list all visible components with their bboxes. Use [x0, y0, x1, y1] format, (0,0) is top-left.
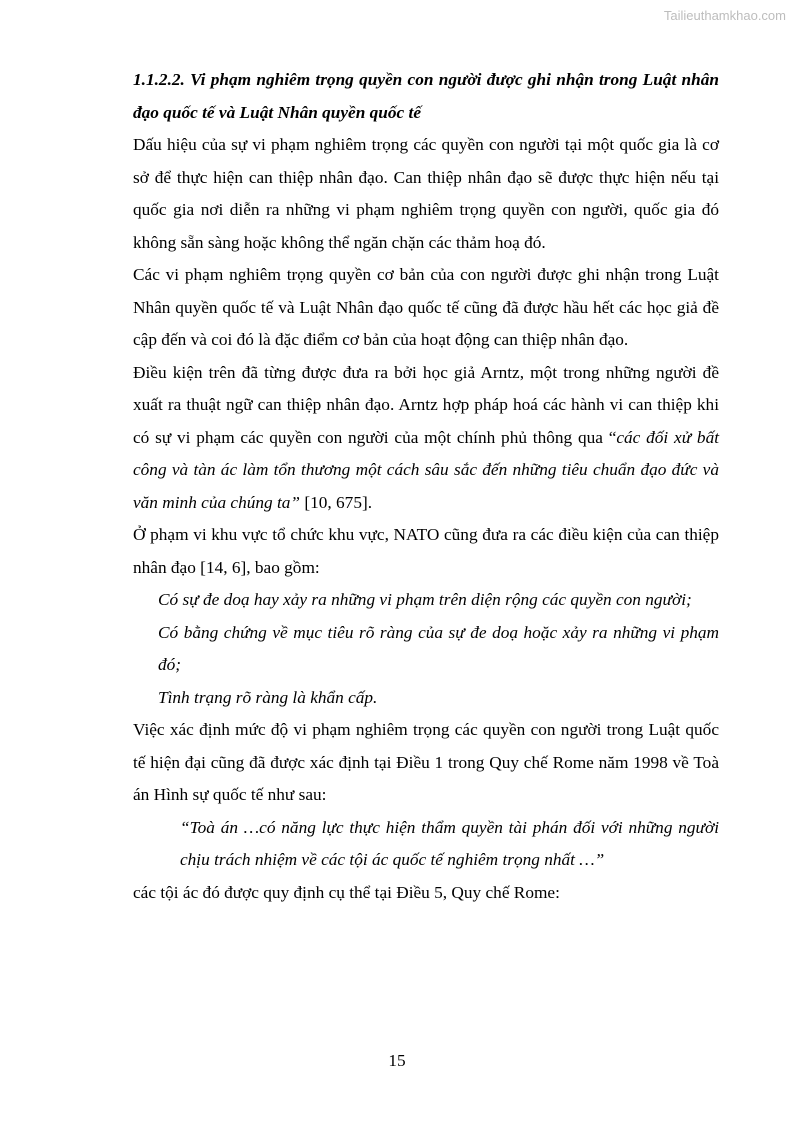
watermark-text: Tailieuthamkhao.com [663, 8, 786, 23]
rome-quote-text: “Toà án …có năng lực thực hiện thẩm quyền tài phán đối với những người chịu trách nhiệm về các tội ác quốc tế nghiêm trọng nhất …” [180, 817, 719, 869]
nato-conditions-list [133, 584, 719, 714]
condition-item: Có sự đe doạ hay xảy ra những vi phạm trên diện rộng các quyền con người; [158, 590, 692, 609]
rome-statute-quote [133, 812, 719, 877]
paragraph-3 [133, 357, 719, 520]
condition-item: Tình trạng rõ ràng là khẩn cấp. [158, 687, 378, 707]
condition-item: Có bằng chứng về mục tiêu rõ ràng của sự đe doạ hoặc xảy ra những vi phạm đó; [158, 622, 719, 674]
paragraph-5: Việc xác định mức độ vi phạm nghiêm trọng các quyền con người trong Luật quốc tế hiện đại cũng đã được xác định tại Điều 1 trong Quy chế Rome năm 1998 về Toà án Hình sự quốc tế như sau: [133, 720, 719, 804]
paragraph-2: Các vi phạm nghiêm trọng quyền cơ bản của con người được ghi nhận trong Luật Nhân quyền quốc tế và Luật Nhân đạo quốc tế cũng đã được hầu hết các học giả đề cập đến và coi đó là đặc điểm cơ bản của hoạt động can thiệp nhân đạo. [133, 265, 719, 349]
paragraph-4: Ở phạm vi khu vực tổ chức khu vực, NATO cũng đưa ra các điều kiện của can thiệp nhân đạo [14, 6], bao gồm: [133, 525, 719, 577]
paragraph-1: Dấu hiệu của sự vi phạm nghiêm trọng các quyền con người tại một quốc gia là cơ sở để thực hiện can thiệp nhân đạo. Can thiệp nhân đạo sẽ được thực hiện nếu tại quốc gia nơi diễn ra những vi phạm nghiêm trọng quyền con người, quốc gia đó không sẵn sàng hoặc không thể ngăn chặn các thảm hoạ đó. [133, 135, 719, 252]
citation: [10, 675]. [300, 492, 373, 512]
paragraph-3-text: Điều kiện trên đã từng được đưa ra bởi học giả Arntz, một trong những người đề xuất ra thuật ngữ can thiệp nhân đạo. Arntz hợp pháp hoá các hành vi can thiệp khi có sự vi phạm các quyền con người của một chính phủ thông qua “ [133, 362, 719, 447]
page-number: 15 [388, 1051, 406, 1070]
arntz-quote: các đối xử bất công và tàn ác làm tổn thương một cách sâu sắc đến những tiêu chuẩn đạo đức và văn minh của chúng ta” [133, 427, 720, 512]
document-body [133, 64, 719, 909]
section-heading: 1.1.2.2. Vi phạm nghiêm trọng quyền con người được ghi nhận trong Luật nhân đạo quốc tế và Luật Nhân quyền quốc tế [133, 70, 719, 122]
paragraph-6: các tội ác đó được quy định cụ thể tại Điều 5, Quy chế Rome: [133, 882, 560, 902]
